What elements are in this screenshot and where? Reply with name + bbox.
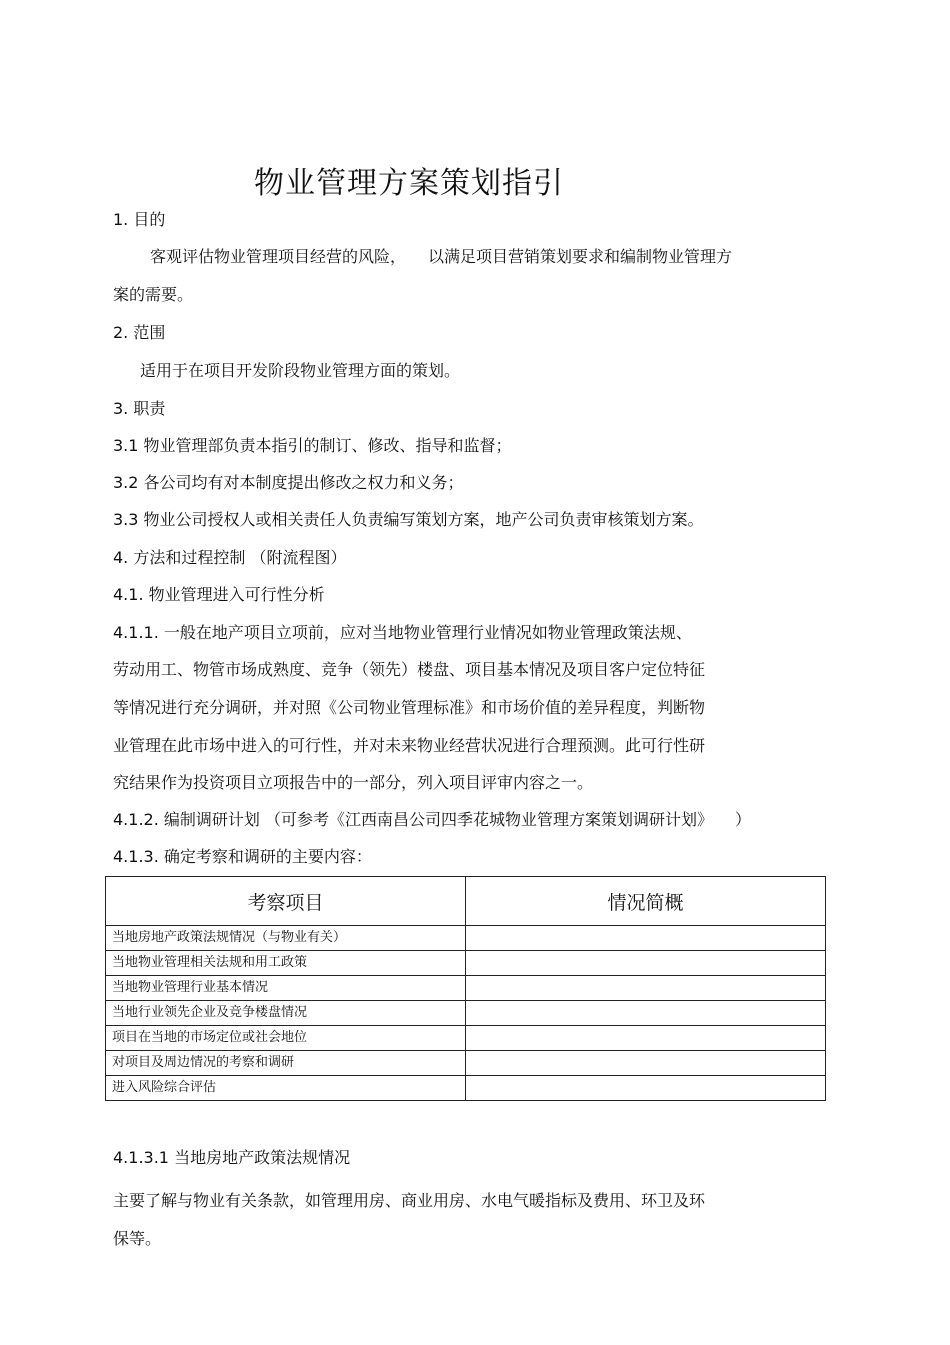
section-1-heading: 1. 目的 [113,210,166,229]
table-cell-summary [466,1051,826,1076]
table-row [106,1076,826,1101]
table-cell-item: 对项目及周边情况的考察和调研 [106,1051,466,1076]
section-1-text-a [150,247,732,267]
table-cell-summary [466,951,826,976]
section-4-1-1-line-3: 等情况进行充分调研，并对照《公司物业管理标准》和市场价值的差异程度，判断物 [113,698,706,717]
table-cell-item: 项目在当地的市场定位或社会地位 [106,1026,466,1051]
table-row [106,976,826,1001]
section-4-1-3-1-heading: 4.1.3.1 当地房地产政策法规情况 [113,1148,351,1167]
table-cell-item: 当地房地产政策法规情况（与物业有关） [106,926,466,951]
page-title: 物业管理方案策划指引 [254,166,564,201]
table-row [106,926,826,951]
table-cell-item: 当地行业领先企业及竞争楼盘情况 [106,1001,466,1026]
section-4-1-2-text: 4.1.2. 编制调研计划 （可参考《江西南昌公司四季花城物业管理方案策划调研计划》 [113,810,713,829]
section-3-item-2: 3.2 各公司均有对本制度提出修改之权力和义务； [113,473,464,492]
section-4-1-3: 4.1.3. 确定考察和调研的主要内容： [113,847,372,866]
section-3-item-1: 3.1 物业管理部负责本指引的制订、修改、指导和监督； [113,436,512,455]
table-cell-summary [466,1076,826,1101]
section-4-heading: 4. 方法和过程控制 （附流程图） [113,548,347,567]
section-4-1-2-close-paren: ） [734,810,751,829]
table-cell-item: 当地物业管理行业基本情况 [106,976,466,1001]
section-3-heading: 3. 职责 [113,399,166,418]
table-cell-summary [466,1001,826,1026]
table-row [106,1051,826,1076]
section-4-1-3-1-text-1: 主要了解与物业有关条款，如管理用房、商业用房、水电气暖指标及费用、环卫及环 [113,1191,706,1210]
section-1-text-a-part2: 以满足项目营销策划要求和编制物业管理方 [428,247,733,266]
section-2-heading: 2. 范围 [113,323,166,342]
table-cell-summary [466,1026,826,1051]
table-header-summary: 情况简概 [466,877,826,926]
section-4-1-1-line-2: 劳动用工、物管市场成熟度、竞争（领先）楼盘、项目基本情况及项目客户定位特征 [113,660,706,679]
table-header-row [106,877,826,926]
table-row [106,951,826,976]
section-4-1-heading: 4.1. 物业管理进入可行性分析 [113,585,325,604]
table-cell-item: 当地物业管理相关法规和用工政策 [106,951,466,976]
section-4-1-1-line-4: 业管理在此市场中进入的可行性，并对未来物业经营状况进行合理预测。此可行性研 [113,736,706,755]
table-cell-summary [466,926,826,951]
section-4-1-1-line-5: 究结果作为投资项目立项报告中的一部分，列入项目评审内容之一。 [113,773,594,792]
survey-table [105,876,826,1101]
section-2-text: 适用于在项目开发阶段物业管理方面的策划。 [140,361,461,380]
section-1-text-b: 案的需要。 [113,285,194,304]
section-4-1-1-line-1: 4.1.1. 一般在地产项目立项前，应对当地物业管理行业情况如物业管理政策法规、 [113,623,692,642]
section-4-1-2 [113,810,751,830]
section-1-text-a-part1: 客观评估物业管理项目经营的风险， [150,247,407,266]
section-4-1-3-1-text-2: 保等。 [113,1229,162,1248]
table-row [106,1026,826,1051]
table-header-item: 考察项目 [106,877,466,926]
table-cell-item: 进入风险综合评估 [106,1076,466,1101]
section-3-item-3: 3.3 物业公司授权人或相关责任人负责编写策划方案，地产公司负责审核策划方案。 [113,510,704,529]
table-row [106,1001,826,1026]
table-cell-summary [466,976,826,1001]
